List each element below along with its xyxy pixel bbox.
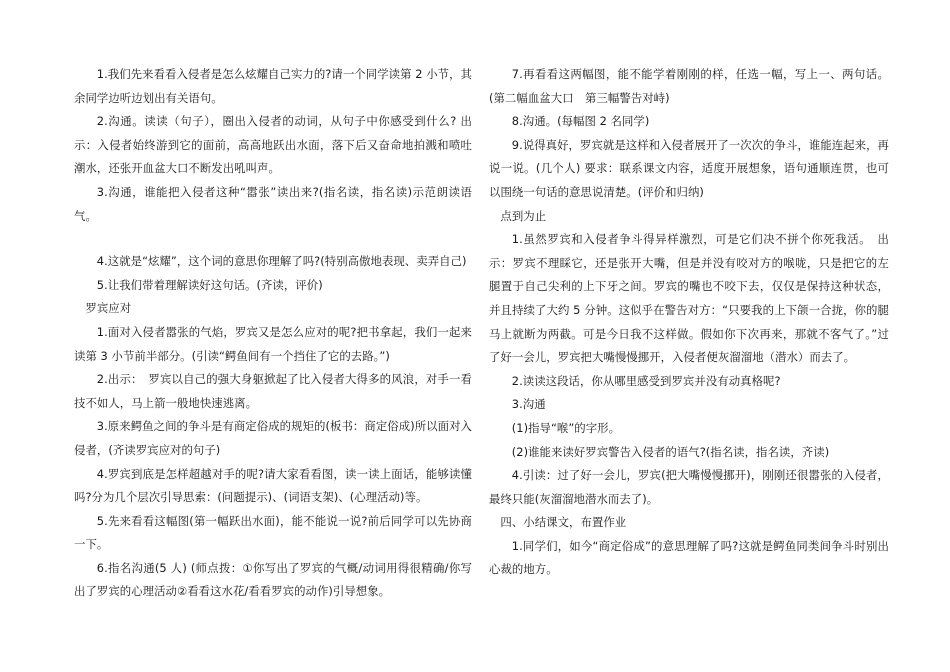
paragraph: (2)谁能来读好罗宾警告入侵者的语气?(指名读，指名读，齐读)	[511, 444, 830, 459]
paragraph: 2.出示： 罗宾以自己的强大身躯掀起了比入侵者大得多的风浪，对手一看技不如人，马上箭一般地快速逃离。	[74, 372, 472, 410]
section-heading: 四、小结课文，布置作业	[500, 515, 627, 530]
right-column	[489, 63, 889, 582]
paragraph: 4.引读：过了好一会儿，罗宾(把大嘴慢慢挪开)，刚刚还很嚣张的入侵者，最终只能(灰溜溜地潜水而去了)。	[489, 468, 889, 506]
paragraph: 4.罗宾到底是怎样超越对手的呢?请大家看看图，读一读上面话，能够读懂吗?分为几个层次引导思索：(问题提示)、(词语支架)、(心理活动)等。	[74, 466, 472, 505]
paragraph: 7.再看看这两幅图，能不能学着刚刚的样，任选一幅，写上一、两句话。 (第二幅血盆大口 第三幅警告对峙)	[489, 67, 889, 105]
section-heading: 罗宾应对	[85, 301, 132, 316]
section-heading: 点到为止	[500, 208, 547, 223]
paragraph: 2.沟通。读读（句子），圈出入侵者的动词，从句子中你感受到什么? 出示：入侵者始终游到它的面前，高高地跃出水面，落下后又奋命地拍溅和喷吐潮水，还张开血盆大口不断发出吼叫声。	[74, 114, 472, 176]
paragraph: 3.沟通，谁能把入侵者这种“嚣张”读出来?(指名读，指名读)示范朗读语气。	[74, 184, 472, 223]
paragraph: 4.这就是“炫耀”，这个词的意思你理解了吗?(特别高傲地表现、卖弄自己)	[96, 254, 467, 269]
paragraph: 3.原来鳄鱼之间的争斗是有商定俗成的规矩的(板书：商定俗成)所以面对入侵者，(齐读罗宾应对的句子)	[74, 419, 472, 457]
paragraph: 1.虽然罗宾和入侵者争斗得异样激烈，可是它们决不拼个你死我活。 出示：罗宾不理睬它，还是张开大嘴，但是并没有咬对方的喉咙，只是把它的左腿置于自己尖利的上下牙之间。罗宾的嘴也不咬下去，仅仅是保持这种状态，并且持续了大约 5 分钟。这似乎在警告对方：“只要我的上下颌一合拢，你的腿马上就断为两截。可是今日我不这样做。假如你下次再来，那就不客气了。”过了好一会儿，罗宾把大嘴慢慢挪开，入侵者便灰溜溜地（潜水）而去了。	[489, 232, 889, 365]
paragraph: 1.面对入侵者嚣张的气焰，罗宾又是怎么应对的呢?把书拿起，我们一起来读第 3 小节前半部分。(引读“鳄鱼间有一个挡住了它的去路。”)	[74, 324, 472, 363]
paragraph: (1)指导“喉”的字形。	[511, 420, 621, 435]
paragraph: 3.沟通	[511, 397, 546, 412]
paragraph: 2.读读这段话，你从哪里感受到罗宾并没有动真格呢?	[511, 373, 781, 388]
paragraph: 1.我们先来看看入侵者是怎么炫耀自己实力的?请一个同学读第 2 小节，其余同学边听边划出有关语句。	[74, 67, 472, 105]
paragraph: 5.先来看看这幅图(第一幅跃出水面)，能不能说一说?前后同学可以先协商 一下。	[74, 513, 484, 552]
paragraph: 1.同学们，如今“商定俗成”的意思理解了吗?这就是鳄鱼同类间争斗时别出心裁的地方。	[489, 538, 889, 577]
left-column	[74, 63, 484, 604]
paragraph: 5.让我们带着理解读好这句话。(齐读，评价)	[96, 277, 323, 292]
paragraph: 6.指名沟通(5 人) (师点拨：①你写出了罗宾的气概/动词用得很精确/你写出了罗宾的心理活动②看看这水花/看看罗宾的动作)引导想象。	[74, 560, 472, 599]
paragraph: 8.沟通。(每幅图 2 名同学)	[511, 114, 650, 129]
paragraph: 9.说得真好，罗宾就是这样和入侵者展开了一次次的争斗，谁能连起来，再说一说。(几个人) 要求：联系课文内容，适度开展想象，语句通顺连贯，也可以围绕一句话的意思说清楚。(评价和归纳)	[489, 137, 889, 199]
